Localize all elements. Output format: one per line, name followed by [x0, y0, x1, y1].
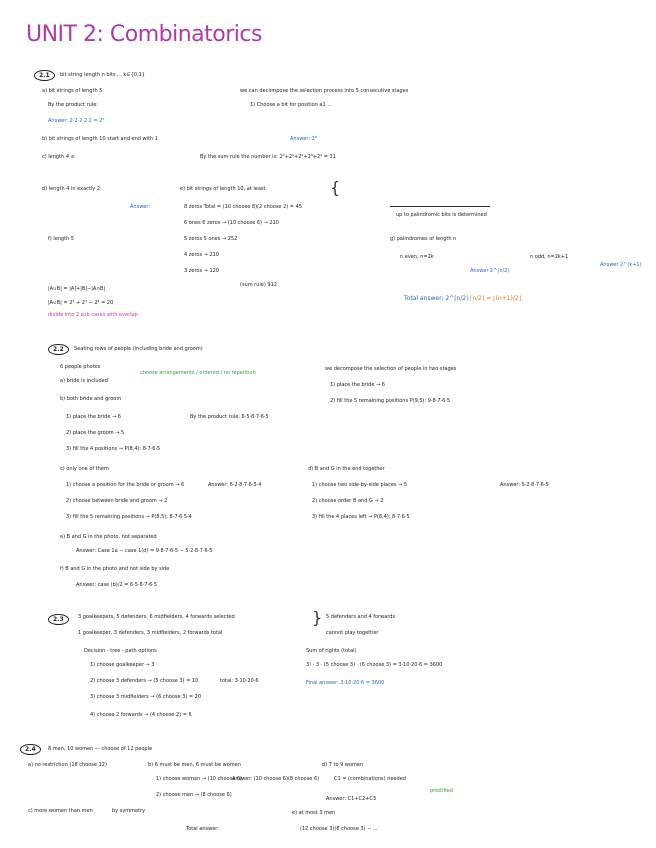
note-line: 2) choose 3 defenders → (5 choose 3) = 10 — [90, 678, 199, 684]
section-number: 2.1 — [34, 70, 55, 81]
note-line: n even, n=2k — [400, 254, 434, 260]
answer-line: Answer: C1+C2+C3 — [326, 796, 376, 802]
note-line: 3) fill the 4 positions → P(8,4): 8·7·6·5 — [66, 446, 161, 452]
note-line: we decompose the selection of people in two stages — [325, 366, 457, 372]
note-line: 2) fill the 5 remaining positions P(9,5): 9·8·7·6·5 — [330, 398, 451, 404]
note-line: By the product rule: — [48, 102, 98, 108]
note-line: 3 zeros → 120 — [184, 268, 219, 274]
answer-line: Total answer: 2^⌈n/2⌉ — [404, 295, 469, 302]
note-line: total: 3·10·20·6 — [220, 678, 259, 684]
note-line: 3) fill the 5 remaining positions → P(8,5): 8·7·6·5·4 — [66, 514, 192, 520]
section-number: 2.4 — [20, 744, 41, 755]
note-line: (12 choose 3)(8 choose 3) − ... — [300, 826, 378, 832]
note-line: cannot play together — [326, 630, 379, 636]
note-line: b) 6 must be men, 6 must be women — [148, 762, 241, 768]
note-line: c) more women than men — [28, 808, 93, 814]
note-line: 1) choose goalkeeper → 3 — [90, 662, 155, 668]
note-line: 4) choose 2 forwards → (4 choose 2) = 6 — [90, 712, 192, 718]
answer-line: ⌈n/2⌉ = ⌊(n+1)/2⌋ — [470, 295, 522, 302]
answer-line: Answer: 2·2·2·2·2 = 2⁵ — [48, 118, 105, 124]
note-line: |A∪B| = 2⁴ + 2³ − 2² = 20 — [48, 300, 114, 306]
answer-line: Answer: case (b)/2 = 6·5·8·7·6·5 — [76, 582, 158, 588]
note-line: (sum rule) 912 — [240, 282, 277, 288]
note-line: 1) choose two side-by-side places → 5 — [312, 482, 408, 488]
note-line: 1) Choose a bit for position a1 ... — [250, 102, 332, 108]
note-line: prettified — [430, 788, 453, 794]
section-heading: Seating rows of people (including bride and groom) — [74, 346, 203, 352]
note-line: e) bit strings of length 10, at least — [180, 186, 266, 192]
note-line: 1) choose women → (10 choose 6) — [156, 776, 243, 782]
section-heading: bit string length n bits ... k∈{0,1} — [60, 72, 145, 78]
note-line: By the product rule: 6·5·8·7·6·5 — [190, 414, 269, 420]
note-line: d) 7 to 9 women — [322, 762, 364, 768]
note-line: 3) fill the 4 places left → P(8,4): 8·7·6·5 — [312, 514, 410, 520]
brace-icon: } — [312, 608, 323, 627]
note-line: 2) choose men → (8 choose 6) — [156, 792, 232, 798]
note-line: 5 defenders and 4 forwards — [326, 614, 396, 620]
section-number: 2.3 — [48, 614, 69, 625]
note-line: 1) place the bride → 6 — [66, 414, 121, 420]
note-line: 2) choose between bride and groom → 2 — [66, 498, 168, 504]
note-line: n odd, n=2k+1 — [530, 254, 569, 260]
note-line: 2) choose order B and G → 2 — [312, 498, 384, 504]
note-line: b) both bride and groom — [60, 396, 122, 402]
answer-line: Answer: Case 1a − case 1(d) = 9·8·7·6·5 − 5·2·8·7·6·5 — [76, 548, 213, 554]
note-line: 1) place the bride → 6 — [330, 382, 385, 388]
note-line: c) only one of them — [60, 466, 109, 472]
note-line: divide into 2 sub cases with overlap — [48, 312, 138, 318]
note-line: 1) choose a position for the bride or groom → 6 — [66, 482, 185, 488]
answer-line: Answer: (10 choose 6)(8 choose 6) — [232, 776, 320, 782]
answer-line: Answer 2^(n/2) — [470, 268, 510, 274]
note-line: f) B and G in the photo and not side by side — [60, 566, 170, 572]
note-line: b) bit strings of length 10 start and end with 1 — [42, 136, 158, 142]
note-line: choose arrangements / ordered / no repetition — [140, 370, 256, 376]
section-heading: 8 men, 10 women — choose of 12 people — [48, 746, 153, 752]
note-line: g) palindromes of length n — [390, 236, 457, 242]
answer-line: Answer: 5·2·8·7·6·5 — [500, 482, 549, 488]
note-line: a) bride is included — [60, 378, 108, 384]
answer-line: Total answer: — [186, 826, 219, 832]
note-line: 4 zeros → 210 — [184, 252, 219, 258]
note-line: 6 ones 6 zeros → (10 choose 6) → 210 — [184, 220, 279, 226]
note-line: e) B and G in the photo, not separated — [60, 534, 157, 540]
note-line: 3 goalkeepers, 5 defenders, 6 midfielders, 4 forwards selected — [78, 614, 235, 620]
note-line: Sum of rights (total) — [306, 648, 357, 654]
note-line: a) bit strings of length 5 — [42, 88, 103, 94]
answer-line: Final answer: 3·10·20·6 = 3600 — [306, 680, 385, 686]
note-line: |A∪B| = |A|+|B|−|A∩B| — [48, 286, 106, 292]
note-line: C1 = (combinations) needed — [334, 776, 406, 782]
answer-line: Answer: — [130, 204, 151, 210]
note-line: we can decompose the selection process into 5 consecutive stages — [240, 88, 409, 94]
note-line: Decision - tree - path options — [84, 648, 157, 654]
note-line: e) at most 3 men — [292, 810, 336, 816]
note-line: d) B and G in the end together — [308, 466, 385, 472]
note-line: a) no restriction (18 choose 12) — [28, 762, 107, 768]
note-line: f) length 5 — [48, 236, 75, 242]
note-line: up to palindromic bits is determined — [396, 212, 487, 218]
note-line: 8 zeros Total = (10 choose 8)(2 choose 2) = 45 — [184, 204, 302, 210]
note-line: 1 goalkeeper, 3 defenders, 3 midfielders, 2 forwards total — [78, 630, 223, 636]
note-line: c) length 4 ≤ — [42, 154, 75, 160]
note-line: 5 zeros 5 ones → 252 — [184, 236, 238, 242]
answer-line: Answer 2^(k+1) — [600, 262, 642, 268]
note-line: 2) place the groom → 5 — [66, 430, 125, 436]
brace-icon: { — [330, 178, 341, 197]
note-line: 3! · 3 · (5 choose 3) · (6 choose 3) = 3·10·20·6 = 3600 — [306, 662, 443, 668]
divider — [390, 206, 490, 207]
note-line: by symmetry — [112, 808, 146, 814]
note-line: 3) choose 3 midfielders → (6 choose 3) = 20 — [90, 694, 202, 700]
note-line: d) length 4 in exactly 2 — [42, 186, 100, 192]
page-title: UNIT 2: Combinatorics — [26, 22, 262, 47]
note-line: 6 people photos — [60, 364, 101, 370]
section-number: 2.2 — [48, 344, 69, 355]
answer-line: Answer: 2⁸ — [290, 136, 317, 142]
note-line: By the sum rule the number is: 2⁰+2¹+2²+2³+2⁴ = 31 — [200, 154, 336, 160]
answer-line: Answer: 6·2·8·7·6·5·4 — [208, 482, 262, 488]
